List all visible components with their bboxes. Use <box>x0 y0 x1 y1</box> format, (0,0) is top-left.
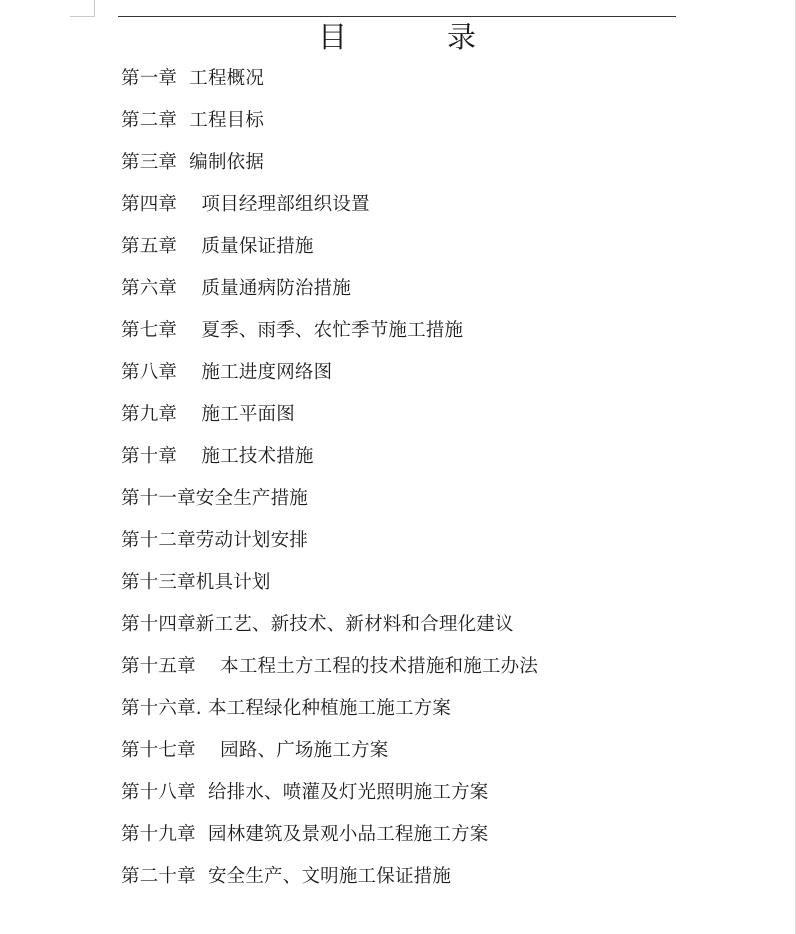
toc-item[interactable]: 第十章 施工技术措施 <box>121 446 314 467</box>
toc-title-char-2: 录 <box>447 20 477 54</box>
toc-item[interactable]: 第十五章 本工程土方工程的技术措施和施工办法 <box>121 656 539 677</box>
toc-title-char-1: 目 <box>318 20 348 54</box>
toc-item[interactable]: 第十一章安全生产措施 <box>121 488 309 509</box>
toc-item[interactable]: 第七章 夏季、雨季、农忙季节施工措施 <box>121 320 464 341</box>
toc-item[interactable]: 第三章 编制依据 <box>121 152 265 173</box>
toc-item[interactable]: 第十三章机具计划 <box>121 572 271 593</box>
toc-list <box>121 64 538 904</box>
toc-item[interactable]: 第十二章劳动计划安排 <box>121 530 309 551</box>
toc-item[interactable]: 第二章 工程目标 <box>121 110 265 131</box>
toc-item[interactable]: 第六章 质量通病防治措施 <box>121 278 352 299</box>
header-rule <box>118 16 676 17</box>
page-corner-mark <box>70 0 95 17</box>
toc-item[interactable]: 第四章 项目经理部组织设置 <box>121 194 370 215</box>
toc-item[interactable]: 第十八章 给排水、喷灌及灯光照明施工方案 <box>121 782 489 803</box>
toc-item[interactable]: 第十九章 园林建筑及景观小品工程施工方案 <box>121 824 489 845</box>
toc-item[interactable]: 第十六章. 本工程绿化种植施工施工方案 <box>121 698 452 719</box>
toc-item[interactable]: 第八章 施工进度网络图 <box>121 362 333 383</box>
toc-item[interactable]: 第十七章 园路、广场施工方案 <box>121 740 389 761</box>
toc-item[interactable]: 第二十章 安全生产、文明施工保证措施 <box>121 866 452 887</box>
toc-item[interactable]: 第十四章新工艺、新技术、新材料和合理化建议 <box>121 614 514 635</box>
toc-item[interactable]: 第九章 施工平面图 <box>121 404 295 425</box>
toc-item[interactable]: 第五章 质量保证措施 <box>121 236 314 257</box>
toc-item[interactable]: 第一章 工程概况 <box>121 68 265 89</box>
